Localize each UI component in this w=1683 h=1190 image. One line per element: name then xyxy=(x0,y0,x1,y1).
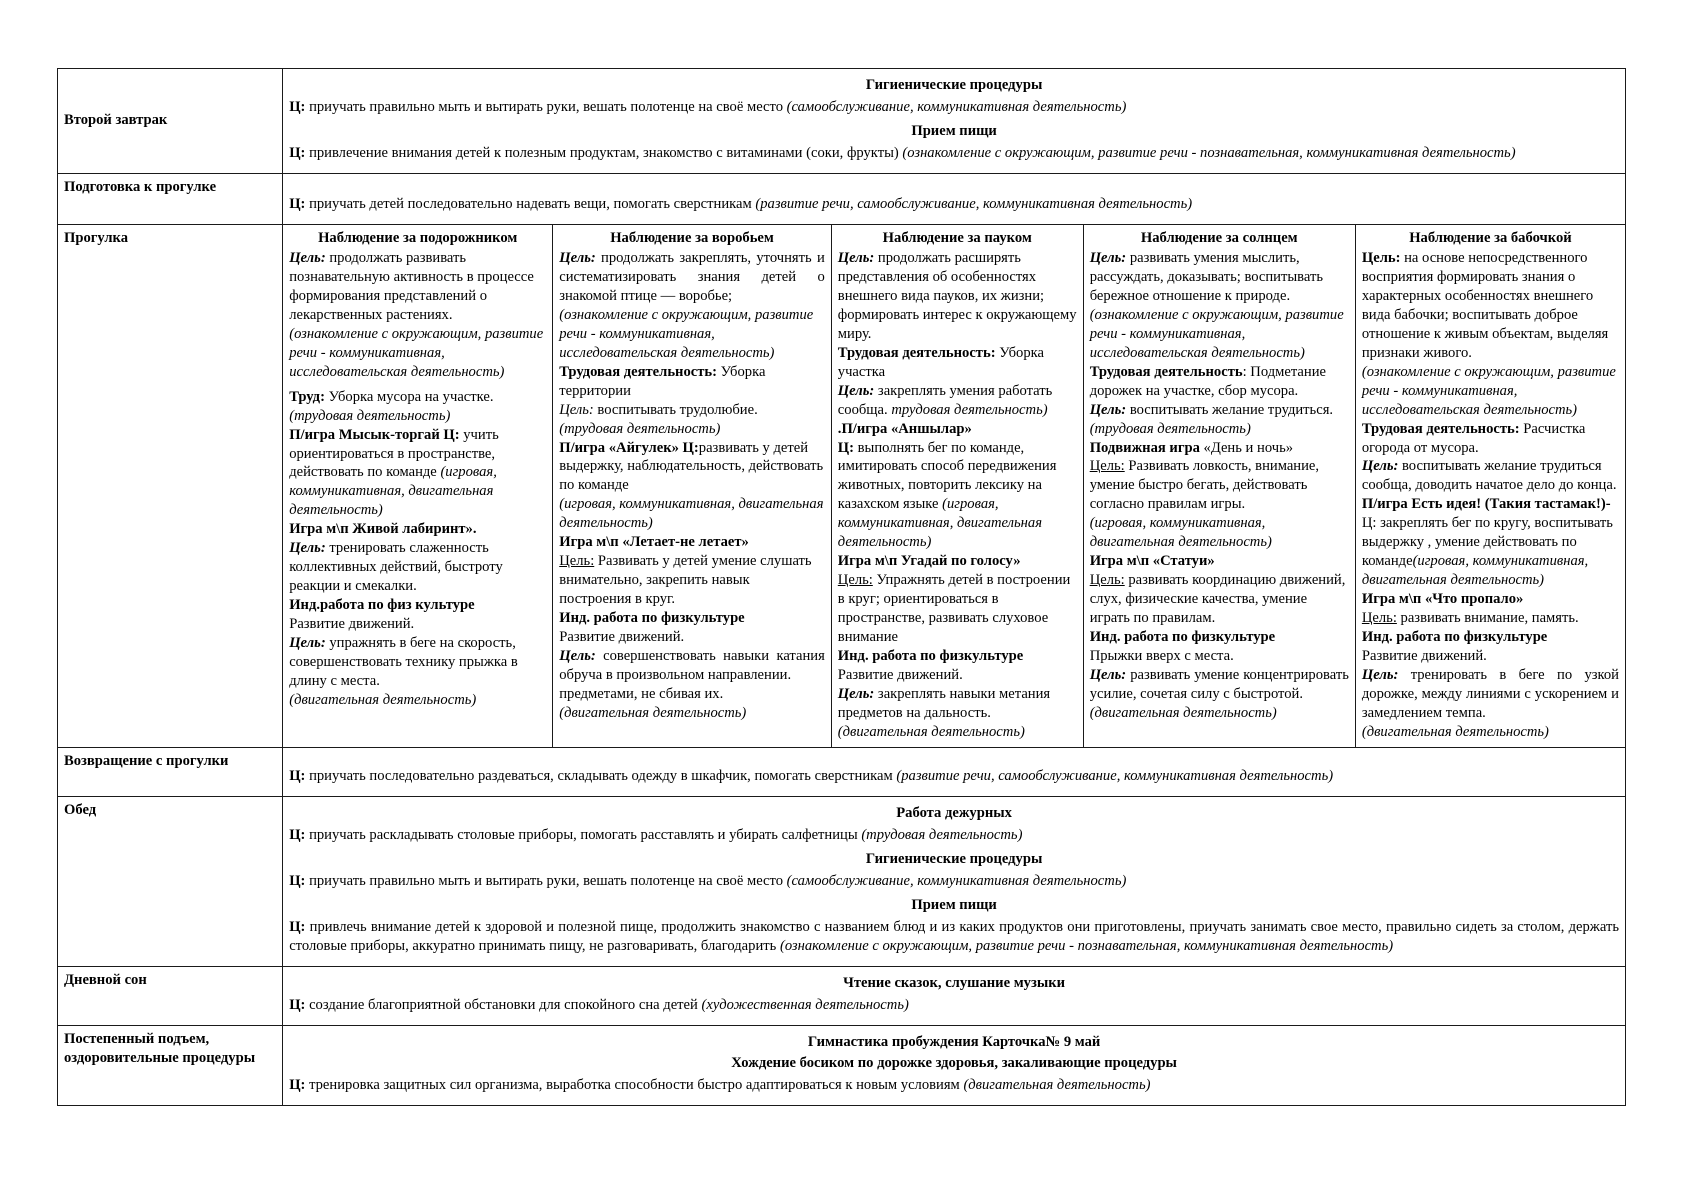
block-heading: Игра м\п Живой лабиринт». xyxy=(289,521,477,538)
observation-paragraph xyxy=(1090,306,1349,363)
goal-label: Цель: xyxy=(559,249,596,266)
observation-paragraph xyxy=(1090,571,1349,628)
subheading-hygiene-2: Гигиенические процедуры xyxy=(865,850,1043,867)
block-text: воспитывать трудолюбие. xyxy=(593,401,758,418)
observation-paragraph xyxy=(1362,457,1619,495)
block-text: тренировать слаженность коллективных действий, быстроту реакции и смекалки. xyxy=(289,540,503,595)
observation-column-butterfly xyxy=(1355,224,1625,747)
table-row-gradual-wake xyxy=(58,1025,1626,1105)
goal-line-gradual-wake xyxy=(289,1076,1619,1095)
goal-label: Цель: xyxy=(1089,249,1127,266)
observation-paragraph xyxy=(559,420,825,439)
block-heading: Цель: xyxy=(1361,249,1401,266)
observation-paragraph xyxy=(559,533,825,552)
goal-label: Цель: xyxy=(289,249,326,266)
observation-title: Наблюдение за пауком xyxy=(882,229,1032,246)
goal-label: Цель: xyxy=(1089,572,1125,589)
block-text: закреплять умения работать сообща. xyxy=(837,382,1053,418)
row-content-walk-return xyxy=(283,748,1626,797)
goal-activity-tags: (художественная деятельность) xyxy=(701,996,909,1013)
block-heading: Инд.работа по физ культуре xyxy=(289,597,475,614)
goal-label: Цель: xyxy=(289,540,326,557)
observation-paragraph xyxy=(1362,666,1619,723)
block-heading: Инд. работа по физкультуре xyxy=(1361,629,1548,646)
table-row-walk xyxy=(58,224,1626,747)
block-text: Упражнять детей в построении в круг; ориентироваться в пространстве, развивать слуховое внимание xyxy=(837,572,1071,646)
block-heading: Игра м\п «Статуи» xyxy=(1089,553,1215,570)
row-label-walk-preparation: Подготовка к прогулке xyxy=(58,173,283,224)
subheading-barefoot-health-path: Хождение босиком по дорожке здоровья, закаливающие процедуры xyxy=(731,1054,1177,1071)
observation-paragraph xyxy=(289,325,546,382)
goal-text: приучать раскладывать столовые приборы, помогать расставлять и убирать салфетницы xyxy=(305,826,862,843)
observation-paragraph xyxy=(1090,628,1349,647)
row-content-day-sleep xyxy=(283,966,1626,1025)
observation-paragraph xyxy=(838,647,1077,666)
observation-paragraph xyxy=(1362,590,1619,609)
activity-tags: (двигательная деятельность) xyxy=(1089,705,1277,722)
block-heading: Трудовая деятельность: xyxy=(559,363,717,380)
goal-label: Цель: xyxy=(1089,458,1125,475)
subheading-hygiene-1: Гигиенические процедуры xyxy=(865,77,1043,93)
goal-text: привлечение внимания детей к полезным продуктам, знакомство с витаминами (соки, фрукты) xyxy=(305,144,903,161)
subheading-meal-2: Прием пищи xyxy=(911,896,997,913)
table-row-day-sleep xyxy=(58,966,1626,1025)
observation-paragraph xyxy=(838,685,1077,723)
row-label-day-sleep: Дневной сон xyxy=(58,966,283,1025)
goal-text: создание благоприятной обстановки для спокойного сна детей xyxy=(305,996,702,1013)
block-heading: Трудовая деятельность xyxy=(1089,363,1243,380)
observation-paragraph xyxy=(1090,249,1349,306)
block-heading: П/игра Есть идея! (Такия тастамак!)- xyxy=(1361,496,1611,513)
goal-prefix: Ц: xyxy=(289,996,306,1013)
table-row-walk-return xyxy=(58,748,1626,797)
block-text: Развитие движений. xyxy=(1361,648,1487,665)
observation-paragraph xyxy=(1090,704,1349,723)
observation-paragraph xyxy=(1362,628,1619,647)
goal-text: тренировка защитных сил организма, выработка способности быстро адаптироваться к новым условиям xyxy=(305,1076,964,1093)
observation-paragraph xyxy=(838,382,1077,420)
observation-paragraph xyxy=(559,495,825,533)
observation-paragraph xyxy=(289,615,546,634)
activity-tags: (двигательная деятельность) xyxy=(837,724,1025,741)
observation-paragraph xyxy=(1362,420,1619,458)
subheading-duty-work: Работа дежурных xyxy=(896,804,1012,821)
subheading-meal-1: Прием пищи xyxy=(911,122,997,139)
goal-label: Цель: xyxy=(559,648,596,665)
observation-title: Наблюдение за воробьем xyxy=(610,229,774,246)
block-heading: Трудовая деятельность: xyxy=(1361,420,1520,437)
goal-prefix: Ц: xyxy=(289,768,306,784)
table-row-lunch xyxy=(58,796,1626,966)
block-text: воспитывать желание трудиться. xyxy=(1126,401,1334,418)
goal-text: привлечь внимание детей к здоровой и полезной пище, продолжить знакомство с названием блюд и из каких продуктов они приготовлены, приучать занимать свое место, правильно сидеть за столом, держать столовые приборы, аккуратно принимать пищу, не разговаривать, благодарить xyxy=(289,918,1619,954)
observation-paragraph xyxy=(289,388,546,407)
activity-tags: (двигательная деятельность) xyxy=(289,692,477,709)
observation-paragraph xyxy=(838,344,1077,382)
goal-label: Цель: xyxy=(837,382,875,399)
goal-line-meal-1 xyxy=(289,144,1619,163)
observation-body xyxy=(838,249,1077,742)
activity-tags: (игровая, коммуникативная, двигательная деятельность) xyxy=(1361,553,1589,589)
goal-activity-tags: (самообслуживание, коммуникативная деятельность) xyxy=(786,98,1127,115)
goal-label: Цель: xyxy=(1089,667,1127,684)
observation-paragraph xyxy=(559,704,825,723)
observation-paragraph xyxy=(1090,647,1349,666)
block-heading: Игра м\п «Что пропало» xyxy=(1361,591,1524,608)
row-label-second-breakfast: Второй завтрак xyxy=(58,69,283,174)
activity-tags: (игровая, коммуникативная, двигательная деятельность) xyxy=(289,464,497,519)
block-text: развивать умение концентрировать усилие, сочетая силу с быстротой. xyxy=(1089,667,1349,703)
goal-label: Цель: xyxy=(837,572,873,589)
observation-column-spider xyxy=(831,224,1083,747)
observation-paragraph xyxy=(289,407,546,426)
goal-line-hygiene-1 xyxy=(289,98,1619,117)
goal-text: приучать правильно мыть и вытирать руки, вешать полотенце на своё место xyxy=(305,98,787,115)
block-text: совершенствовать навыки катания обруча в произвольном направлении. xyxy=(559,648,825,684)
activity-tags: (игровая, коммуникативная, двигательная деятельность) xyxy=(837,496,1042,551)
goal-activity-tags: (развитие речи, самообслуживание, коммуникативная деятельность) xyxy=(896,768,1334,784)
block-heading: Инд. работа по физкультуре xyxy=(1089,629,1276,646)
row-label-lunch: Обед xyxy=(58,796,283,966)
observation-paragraph xyxy=(559,685,825,704)
goal-label: Цель: xyxy=(289,635,326,652)
block-text: предметами, не сбивая их. xyxy=(559,686,724,703)
goal-text: приучать правильно мыть и вытирать руки, вешать полотенце на своё место xyxy=(305,872,787,889)
block-text: Уборка участка xyxy=(837,344,1044,380)
observation-paragraph xyxy=(1090,514,1349,552)
observation-column-plantain xyxy=(283,224,553,747)
goal-line-hygiene-2 xyxy=(289,872,1619,891)
activity-tags: (игровая, коммуникативная, двигательная деятельность) xyxy=(559,496,824,532)
block-text: закреплять навыки метания предметов на дальность. xyxy=(837,686,1051,722)
goal-prefix: Ц: xyxy=(289,144,306,161)
block-text: тренировать в беге по узкой дорожке, между линиями с ускорением и замедлением темпа. xyxy=(1361,667,1619,722)
activity-tags: трудовая деятельность) xyxy=(891,401,1048,418)
block-heading: Ц: xyxy=(837,439,855,456)
observation-paragraph xyxy=(559,628,825,647)
activity-tags: (трудовая деятельность) xyxy=(289,407,451,424)
row-content-gradual-wake xyxy=(283,1025,1626,1105)
table-row-walk-preparation xyxy=(58,173,1626,224)
block-text: Развивать у детей умение слушать внимательно, закрепить навык построения в круг. xyxy=(559,553,812,608)
block-text: Прыжки вверх с места. xyxy=(1089,648,1234,665)
observation-paragraph xyxy=(1362,249,1619,363)
block-text: выполнять бег по команде, имитировать способ передвижения животных, повторить лексику на казахском языке xyxy=(837,439,1057,513)
row-content-lunch xyxy=(283,796,1626,966)
block-text: Развитие движений. xyxy=(837,667,963,684)
goal-prefix: Ц: xyxy=(289,826,306,843)
activity-tags: (игровая, коммуникативная, двигательная деятельность) xyxy=(1089,515,1272,551)
block-heading: Инд. работа по физкультуре xyxy=(559,610,745,627)
observation-body xyxy=(559,249,825,723)
block-text: продолжать расширять представления об особенностях внешнего вида пауков, их жизни; формировать интерес к окружающему миру. xyxy=(837,249,1077,342)
goal-prefix: Ц: xyxy=(289,98,306,115)
block-heading: Труд: xyxy=(289,388,325,405)
goal-activity-tags: (двигательная деятельность) xyxy=(963,1076,1151,1093)
goal-label: Цель: xyxy=(1089,401,1127,418)
observation-paragraph xyxy=(838,420,1077,439)
observation-column-sun xyxy=(1083,224,1355,747)
goal-activity-tags: (ознакомление с окружающим, развитие речи - познавательная, коммуникативная деятельность) xyxy=(779,937,1394,954)
goal-label: Цель: xyxy=(1361,610,1397,627)
activity-tags: (двигательная деятельность) xyxy=(1361,724,1549,741)
observation-paragraph xyxy=(838,552,1077,571)
block-text: «День и ночь» xyxy=(1199,439,1294,456)
block-text: воспитывать желание трудиться сообща, доводить начатое дело до конца. xyxy=(1361,458,1617,494)
observation-paragraph xyxy=(838,249,1077,344)
block-text: упражнять в беге на скорость, совершенствовать технику прыжка в длину с места. xyxy=(289,635,518,690)
block-text: развивать координацию движений, слух, физические качества, умение играть по правилам. xyxy=(1089,572,1346,627)
observation-paragraph xyxy=(289,520,546,539)
block-heading: П/игра «Айгулек» Ц: xyxy=(559,439,699,456)
goal-text: приучать детей последовательно надевать вещи, помогать сверстникам xyxy=(305,195,756,212)
block-text: развивать у детей выдержку, наблюдательность, действовать по команде xyxy=(559,439,824,494)
goal-label: Цель: xyxy=(559,553,595,570)
observation-paragraph xyxy=(559,439,825,496)
observation-paragraph xyxy=(838,723,1077,742)
observation-paragraph xyxy=(1362,647,1619,666)
block-heading: П/игра Мысык-торгай Ц: xyxy=(289,426,460,443)
goal-line-walk-return xyxy=(289,767,1619,786)
activity-tags: (ознакомление с окружающим, развитие речи - коммуникативная, исследовательская деятельность) xyxy=(289,325,544,380)
block-heading: Подвижная игра xyxy=(1089,439,1200,456)
observation-paragraph xyxy=(559,306,825,363)
observation-paragraph xyxy=(1362,495,1619,590)
activity-tags: (ознакомление с окружающим, развитие речи - коммуникативная, исследовательская деятельность) xyxy=(1361,363,1616,418)
observation-paragraph xyxy=(838,439,1077,553)
goal-activity-tags: (трудовая деятельность) xyxy=(861,826,1023,843)
observation-paragraph xyxy=(289,634,546,691)
goal-activity-tags: (самообслуживание, коммуникативная деятельность) xyxy=(786,872,1127,889)
goal-label: Цель: xyxy=(1361,458,1399,475)
goal-prefix: Ц: xyxy=(289,195,306,212)
row-content-second-breakfast xyxy=(283,69,1626,174)
subheading-fairytales: Чтение сказок, слушание музыки xyxy=(843,974,1066,991)
block-text: Расчистка огорода от мусора. xyxy=(1361,420,1586,456)
observation-paragraph xyxy=(559,609,825,628)
observation-paragraph xyxy=(559,647,825,685)
observation-paragraph xyxy=(559,249,825,306)
block-heading: Игра м\п Угадай по голосу» xyxy=(837,553,1021,570)
goal-label: Цель: xyxy=(837,686,875,703)
block-text: Развитие движений. xyxy=(289,616,415,633)
row-label-walk: Прогулка xyxy=(58,224,283,747)
observation-body xyxy=(1362,249,1619,742)
block-heading: Инд. работа по физкультуре xyxy=(837,648,1024,665)
goal-activity-tags: (ознакомление с окружающим, развитие речи - познавательная, коммуникативная деятельность) xyxy=(902,144,1516,161)
observation-paragraph xyxy=(838,571,1077,647)
observation-paragraph xyxy=(1362,363,1619,420)
block-text: на основе непосредственного восприятия формировать знания о характерных особенностях внешнего вида бабочки; воспитывать доброе отношение к живым объектам, выделяя признаки живого. xyxy=(1361,249,1609,361)
goal-text: приучать последовательно раздеваться, складывать одежду в шкафчик, помогать сверстникам xyxy=(305,768,897,784)
observation-paragraph xyxy=(559,363,825,401)
goal-line-duty-work xyxy=(289,826,1619,845)
activity-tags: (ознакомление с окружающим, развитие речи - коммуникативная, исследовательская деятельность) xyxy=(559,306,814,361)
observation-paragraph xyxy=(1090,363,1349,401)
observation-body xyxy=(289,249,546,710)
goal-label: Цель: xyxy=(837,249,875,266)
block-text: продолжать развивать познавательную активность в процессе формирования представлений о лекарственных растениях. xyxy=(289,249,534,323)
goal-prefix: Ц: xyxy=(289,872,306,889)
block-heading: Игра м\п «Летает-не летает» xyxy=(559,534,749,551)
block-text: развивать умения мыслить, рассуждать, доказывать; воспитывать бережное отношение к природе. xyxy=(1089,249,1324,304)
goal-prefix: Ц: xyxy=(289,1076,306,1093)
block-text: : Подметание дорожек на участке, сбор мусора. xyxy=(1089,363,1326,399)
goal-prefix: Ц: xyxy=(289,918,306,935)
observation-paragraph xyxy=(559,552,825,609)
row-content-walk-preparation xyxy=(283,173,1626,224)
block-text: учить ориентироваться в пространстве, действовать по команде xyxy=(289,426,499,481)
block-text: Развитие движений. xyxy=(559,629,685,646)
goal-label: Цель: xyxy=(559,401,594,418)
observation-body xyxy=(1090,249,1349,723)
subheading-wake-gymnastics: Гимнастика пробуждения Карточка№ 9 май xyxy=(807,1033,1101,1050)
block-text: продолжать закреплять, уточнять и систематизировать знания детей о знакомой птице — воробье; xyxy=(559,249,825,304)
block-heading: Трудовая деятельность: xyxy=(837,344,996,361)
block-heading: .П/игра «Аншылар» xyxy=(837,420,972,437)
observation-title: Наблюдение за солнцем xyxy=(1140,229,1298,246)
observation-paragraph xyxy=(289,249,546,325)
block-text: развивать внимание, память. xyxy=(1396,610,1579,627)
daily-routine-table xyxy=(57,68,1626,1106)
goal-label: Цель: xyxy=(1361,667,1399,684)
block-text: Развивать ловкость, внимание, умение быстро бегать, действовать согласно правилам игры. xyxy=(1089,458,1320,513)
goal-line-meal-2 xyxy=(289,918,1619,956)
observation-paragraph xyxy=(1090,666,1349,704)
observation-paragraph xyxy=(559,401,825,420)
goal-line-day-sleep xyxy=(289,996,1619,1015)
observation-paragraph xyxy=(1090,552,1349,571)
table-row-second-breakfast xyxy=(58,69,1626,174)
observation-title: Наблюдение за бабочкой xyxy=(1409,229,1572,246)
block-text: Уборка мусора на участке. xyxy=(324,388,494,405)
observation-paragraph xyxy=(289,539,546,596)
block-text: Уборка территории xyxy=(559,363,766,399)
observation-paragraph xyxy=(1090,457,1349,514)
activity-tags: (ознакомление с окружающим, развитие речи - коммуникативная, исследовательская деятельность) xyxy=(1089,306,1344,361)
observation-paragraph xyxy=(1362,723,1619,742)
observation-paragraph xyxy=(838,666,1077,685)
observation-paragraph xyxy=(1090,420,1349,439)
observation-paragraph xyxy=(1090,401,1349,420)
observation-paragraph xyxy=(289,426,546,521)
row-label-gradual-wake: Постепенный подъем, оздоровительные процедуры xyxy=(58,1025,283,1105)
row-label-walk-return: Возвращение с прогулки xyxy=(58,748,283,797)
observation-column-sparrow xyxy=(553,224,832,747)
goal-activity-tags: (развитие речи, самообслуживание, коммуникативная деятельность) xyxy=(755,195,1193,212)
observation-paragraph xyxy=(289,691,546,710)
observation-paragraph xyxy=(1362,609,1619,628)
observation-paragraph xyxy=(1090,439,1349,458)
activity-tags: (двигательная деятельность) xyxy=(559,705,747,722)
activity-tags: (трудовая деятельность) xyxy=(1089,420,1251,437)
block-text: Ц: закреплять бег по кругу, воспитывать выдержку , умение действовать по команде xyxy=(1361,515,1613,570)
activity-tags: (трудовая деятельность) xyxy=(559,420,721,437)
goal-line-walk-prep xyxy=(289,195,1619,214)
observation-title: Наблюдение за подорожником xyxy=(318,229,518,246)
observation-paragraph xyxy=(289,596,546,615)
